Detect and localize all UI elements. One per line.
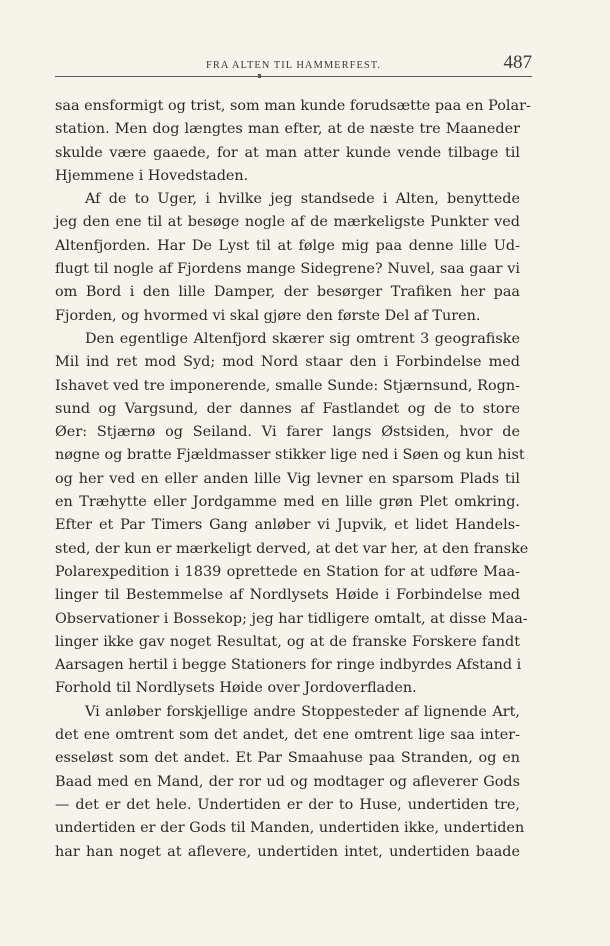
text-line: og her ved en eller anden lille Vig levner en sparsom Plads til <box>55 470 520 487</box>
text-line: Altenfjorden. Har De Lyst til at følge mig paa denne lille Ud- <box>55 237 520 254</box>
text-line: det ene omtrent som det andet, det ene omtrent lige saa inter- <box>55 727 520 744</box>
text-line: Aarsagen hertil i begge Stationers for ringe indbyrdes Afstand i <box>55 657 522 674</box>
text-line: Ishavet ved tre imponerende, smalle Sunde: Stjærnsund, Rogn- <box>55 377 520 394</box>
header-rule <box>55 76 532 77</box>
text-line: skulde være gaaede, for at man atter kunde vende tilbage til <box>55 144 520 161</box>
text-line: Fjorden, og hvormed vi skal gjøre den første Del af Turen. <box>55 307 481 324</box>
text-line: nøgne og bratte Fjældmasser stikker lige ned i Søen og kun hist <box>55 447 525 464</box>
text-line: Øer: Stjærnø og Seiland. Vi farer langs Østsiden, hvor de <box>55 424 520 441</box>
text-line: om Bord i den lille Damper, der besørger Trafiken her paa <box>55 284 520 301</box>
text-line: linger til Bestemmelse af Nordlysets Høide i Forbindelse med <box>55 587 520 604</box>
text-line: Vi anløber forskjellige andre Stoppesteder af lignende Art, <box>85 703 520 720</box>
body-text <box>55 95 531 864</box>
text-line: linger ikke gav noget Resultat, og at de franske Forskere fandt <box>55 633 520 650</box>
text-line: jeg den ene til at besøge nogle af de mærkeligste Punkter ved <box>55 214 520 231</box>
text-line: station. Men dog længtes man efter, at de næste tre Maaneder <box>55 121 520 138</box>
text-line: Af de to Uger, i hvilke jeg standsede i Alten, benyttede <box>85 191 520 208</box>
text-line: — det er det hele. Undertiden er der to Huse, undertiden tre, <box>55 796 520 813</box>
text-line: sted, der kun er mærkeligt derved, at det var her, at den franske <box>55 540 529 557</box>
text-line: Hjemmene i Hovedstaden. <box>55 167 249 184</box>
text-line: Observationer i Bossekop; jeg har tidligere omtalt, at disse Maa- <box>55 610 528 627</box>
page-number: 487 <box>503 52 532 73</box>
running-title: FRA ALTEN TIL HAMMERFEST. <box>206 60 381 71</box>
text-line: flugt til nogle af Fjordens mange Sidegrene? Nuvel, saa gaar vi <box>55 261 520 278</box>
text-line: Baad med en Mand, der ror ud og modtager og afleverer Gods <box>55 773 520 790</box>
text-line: Mil ind ret mod Syd; mod Nord staar den i Forbindelse med <box>55 354 520 371</box>
text-line: sund og Vargsund, der dannes af Fastlandet og de to store <box>55 400 520 417</box>
text-line: undertiden er der Gods til Manden, undertiden ikke, undertiden <box>55 820 525 837</box>
page-header <box>55 52 532 74</box>
text-line: Polarexpedition i 1839 oprettede en Station for at udføre Maa- <box>55 563 520 580</box>
text-line: en Træhytte eller Jordgamme med en lille grøn Plet omkring. <box>55 494 520 511</box>
text-line: esseløst som det andet. Et Par Smaahuse paa Stranden, og en <box>55 750 520 767</box>
header-rule-mark <box>258 74 261 78</box>
text-line: Efter et Par Timers Gang anløber vi Jupvik, et lidet Handels- <box>55 517 520 534</box>
text-line: Den egentlige Altenfjord skærer sig omtrent 3 geografiske <box>85 330 520 347</box>
text-line: har han noget at aflevere, undertiden intet, undertiden baade <box>55 843 520 860</box>
text-line: Forhold til Nordlysets Høide over Jordoverfladen. <box>55 680 417 697</box>
text-line: saa ensformigt og trist, som man kunde forudsætte paa en Polar- <box>55 98 531 114</box>
